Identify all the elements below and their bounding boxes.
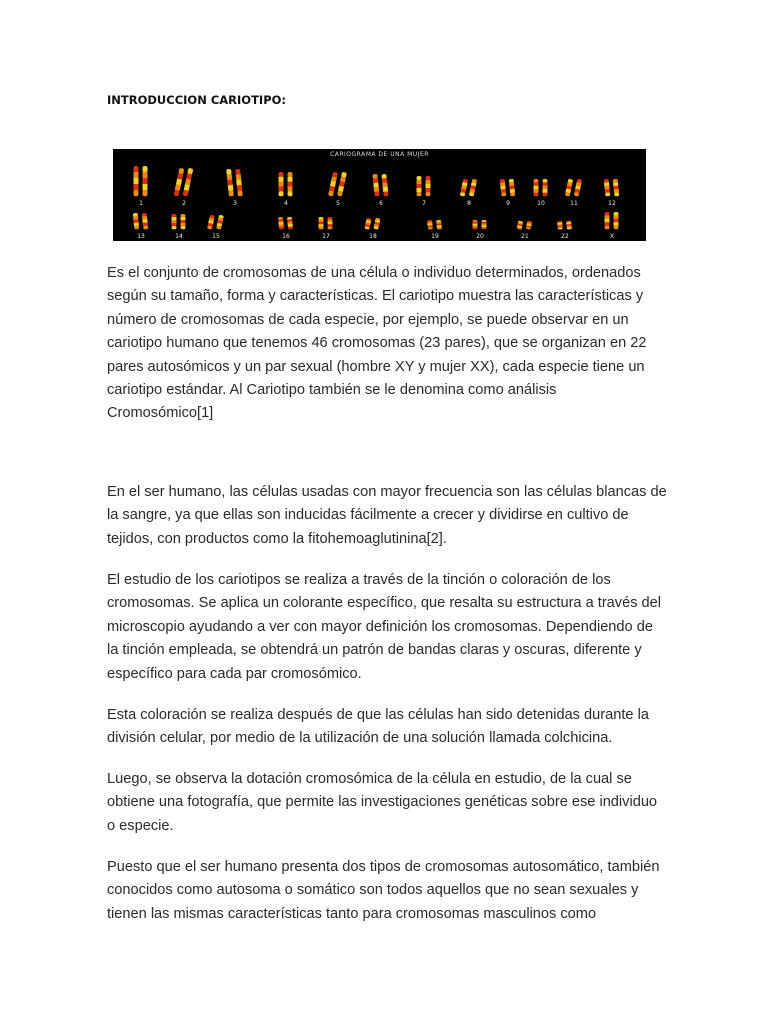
paragraph-5 (107, 768, 667, 838)
chromosome-pair-16 (278, 217, 293, 230)
paragraph-line: conocidos como autosoma o somático son todos aquellos que no sean sexuales y (107, 882, 639, 899)
chromosome-label-6: 6 (379, 200, 383, 207)
chromosome-pair-7 (417, 176, 431, 196)
paragraph-line: tienen las mismas características tanto para cromosomas masculinos como (107, 905, 597, 922)
chromosome-pair-10 (534, 179, 548, 196)
chromosome-pair-9 (500, 179, 516, 197)
paragraph-line: El estudio de los cariotipos se realiza a través de la tinción o coloración de los (107, 572, 611, 588)
paragraph-2 (107, 481, 667, 551)
chromosome-pair-17 (319, 217, 333, 229)
chromosome-pair-15 (207, 215, 224, 230)
chromosome-label-15: 15 (212, 233, 220, 240)
chromosome-label-10: 10 (537, 200, 545, 207)
chromosome-label-7: 7 (422, 200, 426, 207)
paragraph-line: Luego, se observa la dotación cromosómica de la célula en estudio, de la cual se (107, 771, 632, 787)
chromosome-label-22: 22 (561, 233, 569, 240)
paragraph-line: Cromosómico[1] (107, 405, 214, 422)
paragraph-line: número de cromosomas de cada especie, por ejemplo, se puede observar en un (107, 311, 629, 328)
chromosome-label-17: 17 (322, 233, 330, 240)
paragraph-line: tejidos, con productos como la fitohemoaglutinina[2]. (107, 530, 447, 547)
paragraph-line: Esta coloración se realiza después de que las células han sido detenidas durante la (107, 707, 649, 723)
paragraph-line: cromosomas. Se aplica un colorante específico, que resalta su estructura a través del (107, 595, 662, 612)
paragraph-line: cariotipo estándar. Al Cariotipo también se le denomina como análisis (107, 382, 557, 399)
chromosome-label-13: 13 (137, 233, 145, 240)
paragraph-line: Puesto que el ser humano presenta dos tipos de cromosomas autosomático, también (107, 859, 660, 875)
paragraph-line: la tinción empleada, se obtendrá un patrón de bandas claras y oscuras, diferente y (107, 642, 642, 659)
chromosome-label-19: 19 (431, 233, 439, 240)
chromosome-label-18: 18 (369, 233, 377, 240)
paragraph-line: En el ser humano, las células usadas con mayor frecuencia son las células blancas de (107, 484, 667, 500)
chromosome-pair-4 (279, 172, 293, 196)
karyogram-figure (113, 149, 646, 241)
paragraph-line: cariotipo humano que tenemos 46 cromosomas (23 pares), que se organizan en 22 (107, 335, 647, 352)
chromosome-label-9: 9 (506, 200, 510, 207)
paragraph-line: Es el conjunto de cromosomas de una célula o individuo determinados, ordenados (107, 265, 641, 281)
chromosome-pair-18 (364, 218, 380, 230)
chromosome-pair-3 (226, 169, 243, 197)
paragraph-line: obtiene una fotografía, que permite las investigaciones genéticas sobre ese individuo (107, 794, 658, 811)
chromosome-pair-14 (172, 214, 186, 229)
paragraph-1 (107, 262, 667, 426)
paragraph-4 (107, 704, 667, 751)
chromosome-pair-11 (565, 179, 582, 197)
paragraph-line: microscopio ayudando a ver con mayor definición los cromosomas. Dependiendo de (107, 618, 653, 635)
chromosome-label-20: 20 (476, 233, 484, 240)
karyogram-title: CARIOGRAMA DE UNA MUJER (330, 151, 429, 158)
chromosome-label-11: 11 (570, 200, 578, 207)
karyogram-image (113, 149, 646, 241)
chromosome-pair-12 (604, 179, 620, 197)
chromosome-label-16: 16 (282, 233, 290, 240)
chromosome-label-3: 3 (233, 200, 237, 207)
chromosome-pair-X (605, 212, 619, 229)
chromosome-label-1: 1 (139, 200, 143, 207)
paragraph-line: específico para cada par cromosómico. (107, 665, 362, 682)
chromosome-pair-21 (517, 221, 533, 230)
chromosome-label-X: X (609, 233, 615, 240)
chromosome-label-8: 8 (467, 200, 471, 207)
document-heading: INTRODUCCION CARIOTIPO: (107, 93, 287, 107)
paragraph-6 (107, 856, 667, 926)
chromosome-label-21: 21 (521, 233, 529, 240)
paragraph-line: división celular, por medio de la utilización de una solución llamada colchicina. (107, 730, 613, 747)
chromosome-label-12: 12 (608, 200, 616, 207)
chromosome-label-5: 5 (336, 200, 340, 207)
chromosome-pair-1 (134, 166, 148, 196)
chromosome-pair-22 (557, 221, 572, 230)
paragraph-line: según su tamaño, forma y características. El cariotipo muestra las características y (107, 288, 644, 305)
chromosome-pair-5 (328, 172, 347, 197)
chromosome-label-4: 4 (284, 200, 288, 207)
chromosome-pair-20 (473, 220, 487, 229)
chromosome-pair-2 (174, 168, 194, 197)
paragraph-line: o especie. (107, 817, 174, 834)
paragraph-line: pares autosómicos y un par sexual (hombre XY y mujer XX), cada especie tiene un (107, 358, 645, 375)
chromosome-pair-19 (427, 220, 442, 230)
chromosome-pair-6 (372, 174, 388, 197)
chromosome-label-2: 2 (182, 200, 186, 207)
chromosome-label-14: 14 (175, 233, 183, 240)
chromosome-pair-13 (133, 213, 149, 230)
paragraph-3 (107, 569, 667, 686)
chromosome-pair-8 (460, 179, 477, 197)
paragraph-line: la sangre, ya que ellas son inducidas fácilmente a crecer y dividirse en cultivo de (107, 507, 629, 524)
